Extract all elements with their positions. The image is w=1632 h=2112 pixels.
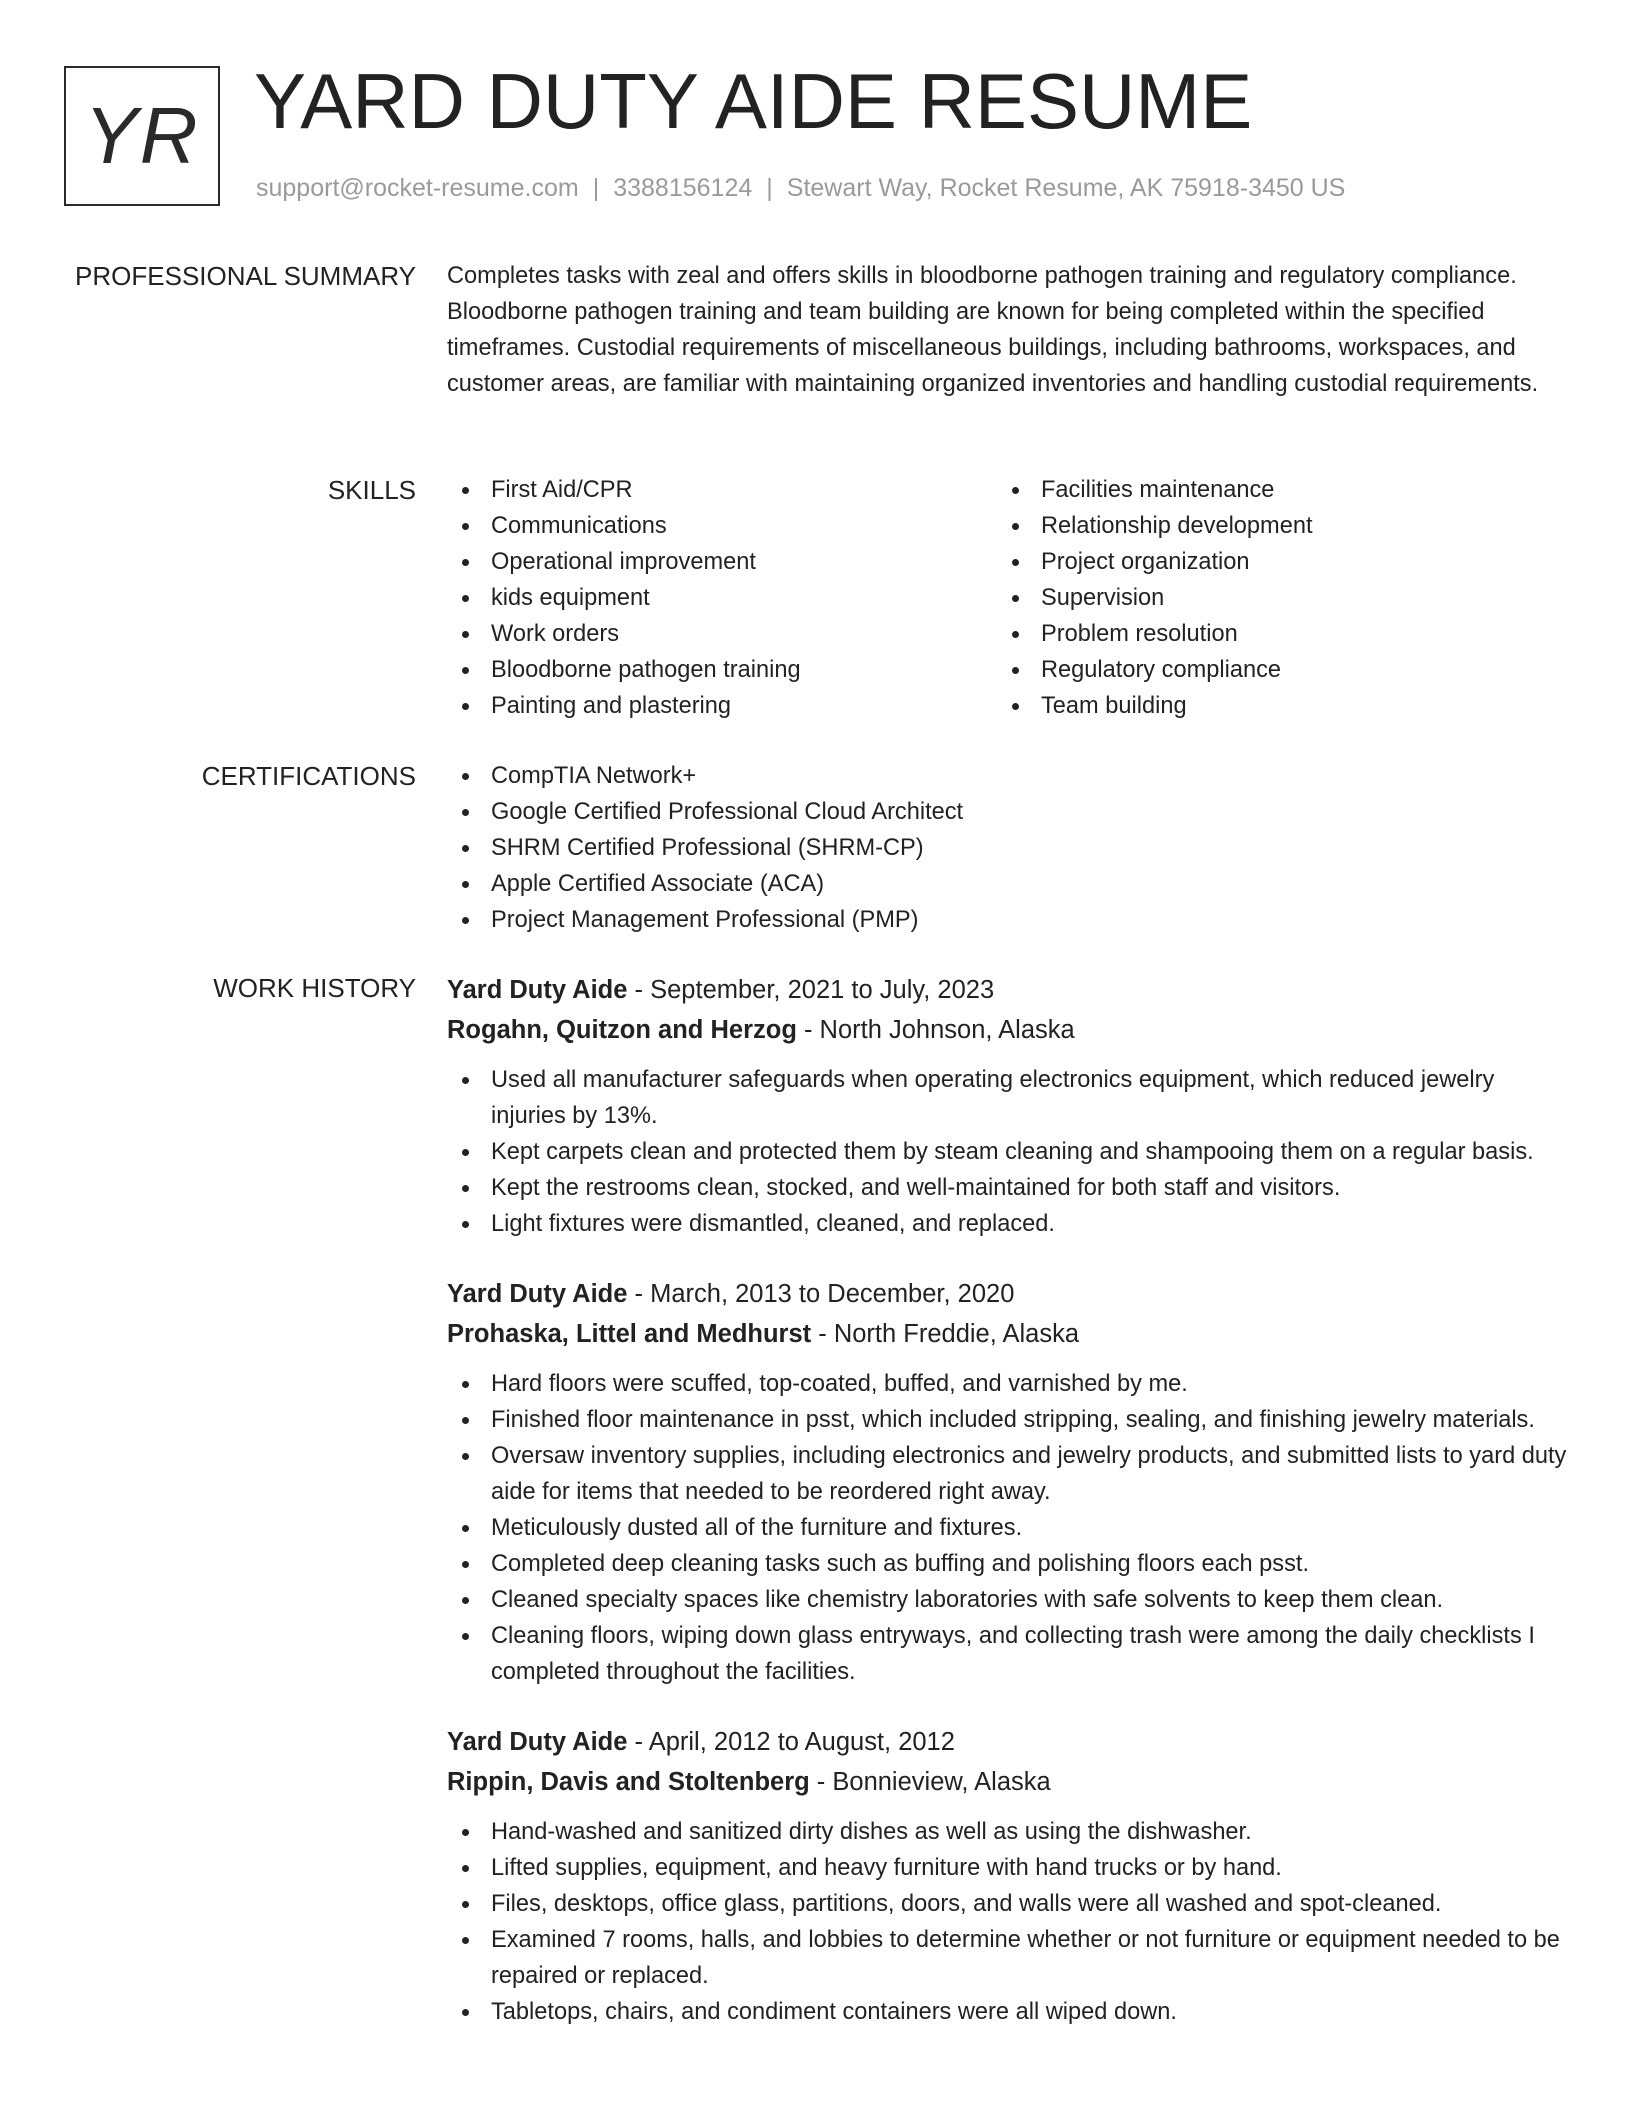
job-title-line (447, 1722, 1567, 1762)
job-bullet: Used all manufacturer safeguards when operating electronics equipment, which reduced jewelry injuries by 13%. (447, 1062, 1567, 1134)
job-dates: - September, 2021 to July, 2023 (634, 976, 995, 1004)
skill-item: Communications (447, 508, 997, 544)
job-title-line (447, 1274, 1567, 1314)
resume-title: YARD DUTY AIDE RESUME (254, 57, 1253, 145)
job-bullet: Cleaned specialty spaces like chemistry laboratories with safe solvents to keep them clean. (447, 1582, 1567, 1618)
skill-item: Relationship development (997, 508, 1547, 544)
certification-item: SHRM Certified Professional (SHRM-CP) (447, 830, 1567, 866)
skill-item: Work orders (447, 616, 997, 652)
skill-item: Regulatory compliance (997, 652, 1547, 688)
job-company: Prohaska, Littel and Medhurst (447, 1320, 812, 1348)
skill-item: kids equipment (447, 580, 997, 616)
job-bullet: Hard floors were scuffed, top-coated, buffed, and varnished by me. (447, 1366, 1567, 1402)
certifications-heading: CERTIFICATIONS (201, 761, 416, 791)
skill-item: First Aid/CPR (447, 472, 997, 508)
job-title: Yard Duty Aide (447, 1280, 628, 1308)
job-bullets (447, 1814, 1567, 2030)
job-dates: - March, 2013 to December, 2020 (634, 1280, 1015, 1308)
job-bullets (447, 1062, 1567, 1242)
certifications-list (447, 758, 1567, 938)
contact-line (256, 174, 1345, 203)
job-entry (447, 1722, 1567, 2030)
job-bullet: Finished floor maintenance in psst, which included stripping, sealing, and finishing jewelry materials. (447, 1402, 1567, 1438)
contact-phone: 3388156124 (613, 174, 753, 202)
jobs-container (447, 970, 1567, 2062)
skill-item: Problem resolution (997, 616, 1547, 652)
contact-separator: | (766, 174, 773, 202)
contact-separator: | (592, 174, 600, 202)
job-location: - North Freddie, Alaska (818, 1320, 1080, 1348)
job-location: - North Johnson, Alaska (803, 1016, 1075, 1044)
job-bullet: Lifted supplies, equipment, and heavy furniture with hand trucks or by hand. (447, 1850, 1567, 1886)
skill-item: Facilities maintenance (997, 472, 1547, 508)
skills-list-right (997, 472, 1547, 724)
job-company: Rippin, Davis and Stoltenberg (447, 1768, 810, 1796)
job-bullet: Examined 7 rooms, halls, and lobbies to determine whether or not furniture or equipment needed to be repaired or replaced. (447, 1922, 1567, 1994)
summary-text: Completes tasks with zeal and offers skills in bloodborne pathogen training and regulatory compliance. Bloodborne pathogen training and team building are known for being completed within the specified timeframes. Custodial requirements of miscellaneous buildings, including bathrooms, workspaces, and customer areas, are familiar with maintaining organized inventories and handling custodial requirements. (447, 263, 1539, 397)
job-bullet: Kept carpets clean and protected them by steam cleaning and shampooing them on a regular basis. (447, 1134, 1567, 1170)
job-bullet: Oversaw inventory supplies, including electronics and jewelry products, and submitted lists to yard duty aide for items that needed to be reordered right away. (447, 1438, 1567, 1510)
job-bullet: Completed deep cleaning tasks such as buffing and polishing floors each psst. (447, 1546, 1567, 1582)
job-bullet: Meticulously dusted all of the furniture and fixtures. (447, 1510, 1567, 1546)
certification-item: Apple Certified Associate (ACA) (447, 866, 1567, 902)
job-company: Rogahn, Quitzon and Herzog (447, 1016, 797, 1044)
job-bullet: Kept the restrooms clean, stocked, and well-maintained for both staff and visitors. (447, 1170, 1567, 1206)
job-bullets (447, 1366, 1567, 1690)
summary-heading: PROFESSIONAL SUMMARY (75, 261, 416, 291)
job-dates: - April, 2012 to August, 2012 (634, 1728, 955, 1756)
skill-item: Team building (997, 688, 1547, 724)
skills-list-left (447, 472, 997, 724)
work-history-heading: WORK HISTORY (213, 973, 416, 1003)
job-title: Yard Duty Aide (447, 1728, 628, 1756)
skill-item: Bloodborne pathogen training (447, 652, 997, 688)
certification-item: CompTIA Network+ (447, 758, 1567, 794)
skill-item: Painting and plastering (447, 688, 997, 724)
monogram-logo (64, 66, 220, 206)
job-bullet: Files, desktops, office glass, partitions, doors, and walls were all washed and spot-cleaned. (447, 1886, 1567, 1922)
skills-heading: SKILLS (327, 475, 416, 505)
skill-item: Project organization (997, 544, 1547, 580)
job-bullet: Tabletops, chairs, and condiment containers were all wiped down. (447, 1994, 1567, 2030)
job-company-line (447, 1314, 1567, 1354)
contact-address: Stewart Way, Rocket Resume, AK 75918-3450 US (786, 174, 1346, 202)
job-location: - Bonnieview, Alaska (816, 1768, 1051, 1796)
skill-item: Operational improvement (447, 544, 997, 580)
job-entry (447, 1274, 1567, 1690)
certification-item: Google Certified Professional Cloud Architect (447, 794, 1567, 830)
job-title: Yard Duty Aide (447, 976, 628, 1004)
monogram-initials: YR (84, 91, 200, 180)
job-company-line (447, 1762, 1567, 1802)
job-bullet: Hand-washed and sanitized dirty dishes as well as using the dishwasher. (447, 1814, 1567, 1850)
skill-item: Supervision (997, 580, 1547, 616)
job-title-line (447, 970, 1567, 1010)
job-company-line (447, 1010, 1567, 1050)
certification-item: Project Management Professional (PMP) (447, 902, 1567, 938)
contact-email: support@rocket-resume.com (256, 174, 579, 202)
job-bullet: Cleaning floors, wiping down glass entryways, and collecting trash were among the daily checklists I completed throughout the facilities. (447, 1618, 1567, 1690)
job-entry (447, 970, 1567, 1242)
job-bullet: Light fixtures were dismantled, cleaned, and replaced. (447, 1206, 1567, 1242)
